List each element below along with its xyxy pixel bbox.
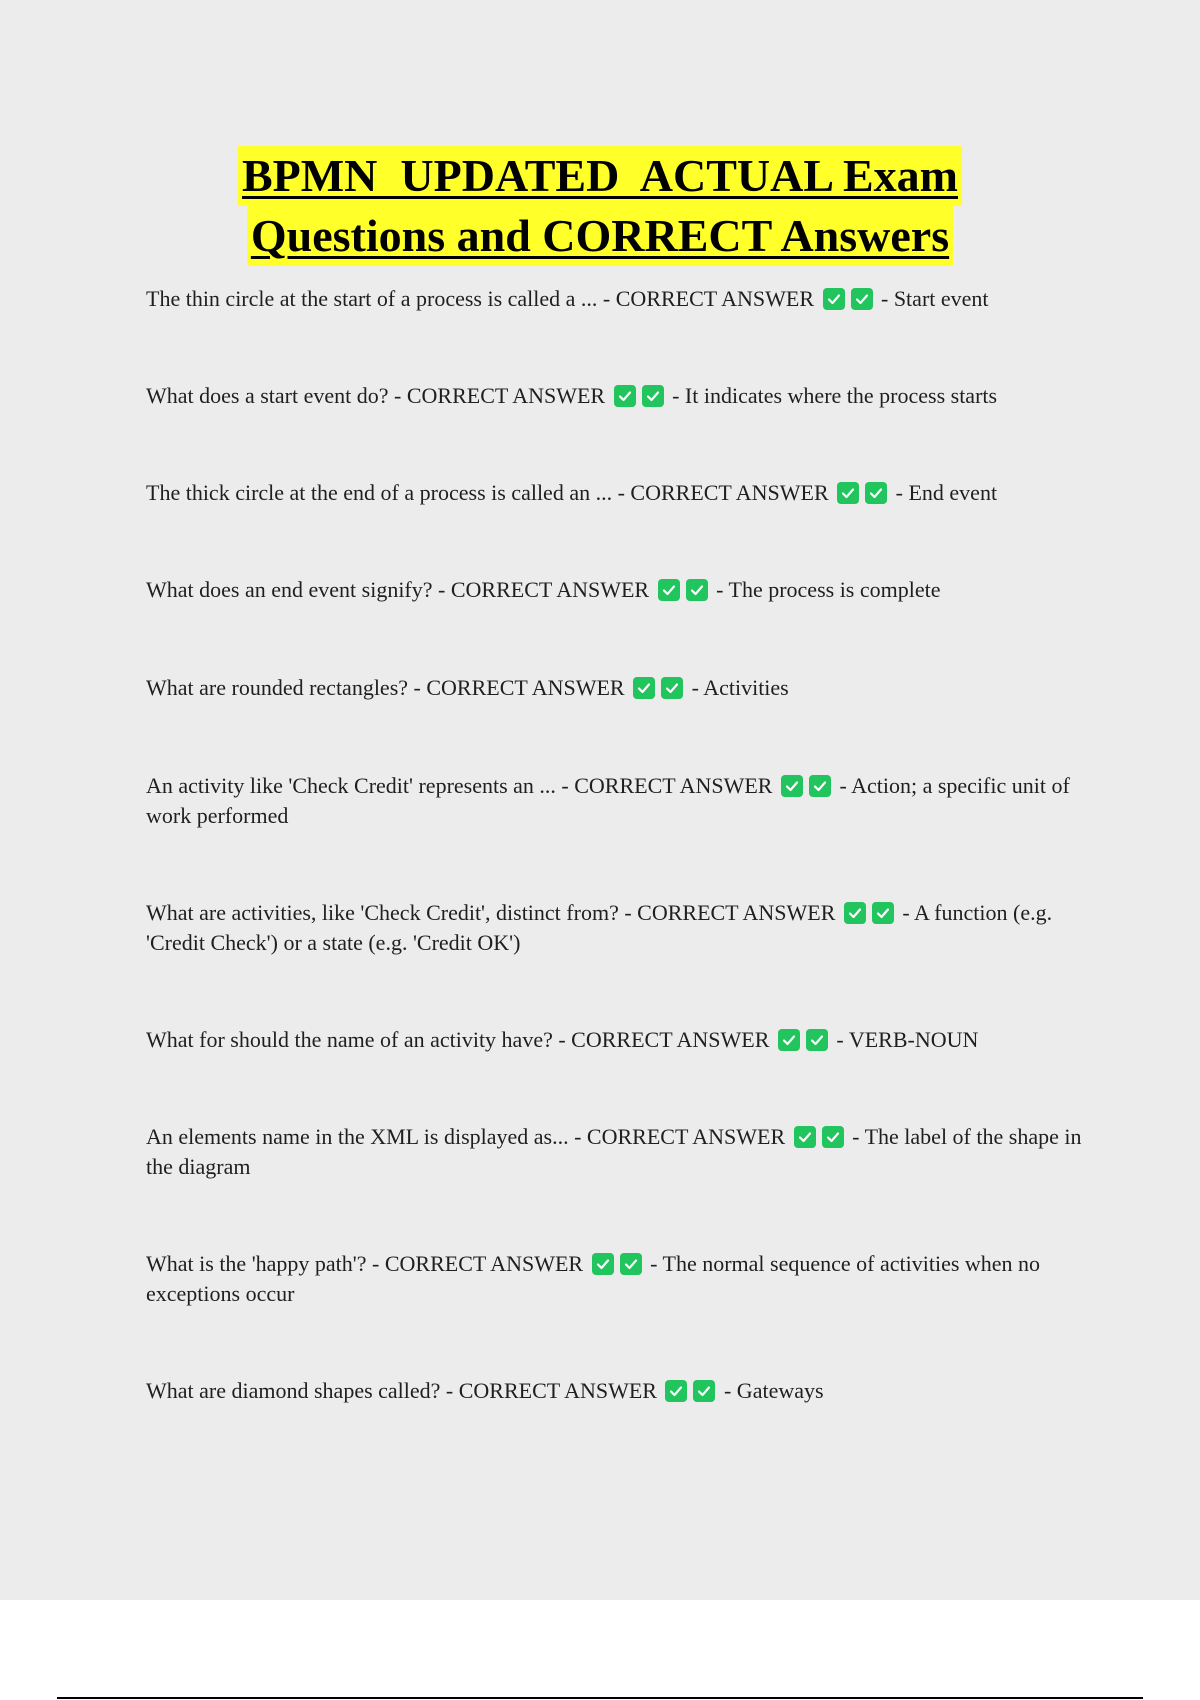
check-mark-icon: [809, 775, 831, 797]
question-text: What does an end event signify? - CORRECT ANSWER: [146, 577, 650, 602]
qa-item: [146, 673, 1096, 703]
qa-item: [146, 1376, 1096, 1406]
answer-text: - VERB-NOUN: [830, 1027, 979, 1052]
question-text: The thin circle at the start of a process is called a ... - CORRECT ANSWER: [146, 286, 814, 311]
answer-text: - The process is complete: [710, 577, 941, 602]
title-line-1: BPMN UPDATED ACTUAL Exam: [238, 146, 962, 206]
question-text: What are diamond shapes called? - CORRECT ANSWER: [146, 1378, 657, 1403]
question-text: An elements name in the XML is displayed as... - CORRECT ANSWER: [146, 1124, 786, 1149]
question-text: What is the 'happy path'? - CORRECT ANSWER: [146, 1251, 584, 1276]
check-mark-icon: [686, 579, 708, 601]
qa-item: [146, 575, 1096, 605]
answer-text: - A function (e.g. 'Credit Check') or a state (e.g. 'Credit OK'): [146, 900, 1053, 955]
answer-text: - The normal sequence of activities when no exceptions occur: [146, 1251, 1041, 1306]
answer-text: - Start event: [875, 286, 989, 311]
check-mark-icon: [642, 385, 664, 407]
check-mark-icon: [872, 902, 894, 924]
question-text: The thick circle at the end of a process is called an ... - CORRECT ANSWER: [146, 480, 829, 505]
answer-text: - Action; a specific unit of work performed: [146, 773, 1070, 828]
answer-text: - End event: [890, 480, 998, 505]
check-mark-icon: [778, 1029, 800, 1051]
question-text: What are rounded rectangles? - CORRECT ANSWER: [146, 675, 625, 700]
question-text: What does a start event do? - CORRECT ANSWER: [146, 383, 606, 408]
footer-divider: [57, 1697, 1143, 1699]
check-mark-icon: [665, 1380, 687, 1402]
answer-text: - Activities: [686, 675, 789, 700]
check-mark-icon: [865, 482, 887, 504]
qa-item: [146, 1249, 1096, 1309]
qa-item: [146, 1025, 1096, 1055]
qa-item: [146, 1122, 1096, 1182]
check-mark-icon: [658, 579, 680, 601]
check-mark-icon: [837, 482, 859, 504]
check-mark-icon: [806, 1029, 828, 1051]
check-mark-icon: [592, 1253, 614, 1275]
check-mark-icon: [633, 677, 655, 699]
check-mark-icon: [661, 677, 683, 699]
answer-text: - The label of the shape in the diagram: [146, 1124, 1082, 1179]
title-line-2: Questions and CORRECT Answers: [247, 206, 953, 266]
question-text: What for should the name of an activity have? - CORRECT ANSWER: [146, 1027, 770, 1052]
check-mark-icon: [794, 1126, 816, 1148]
answer-text: - It indicates where the process starts: [666, 383, 998, 408]
qa-item: [146, 284, 1096, 314]
check-mark-icon: [614, 385, 636, 407]
question-text: What are activities, like 'Check Credit', distinct from? - CORRECT ANSWER: [146, 900, 836, 925]
qa-item: [146, 381, 1096, 411]
answer-text: - Gateways: [718, 1378, 824, 1403]
page-title: [0, 146, 1200, 266]
check-mark-icon: [693, 1380, 715, 1402]
question-text: An activity like 'Check Credit' represents an ... - CORRECT ANSWER: [146, 773, 773, 798]
qa-item: [146, 771, 1096, 831]
check-mark-icon: [844, 902, 866, 924]
check-mark-icon: [851, 288, 873, 310]
qa-item: [146, 478, 1096, 508]
check-mark-icon: [822, 1126, 844, 1148]
check-mark-icon: [823, 288, 845, 310]
check-mark-icon: [781, 775, 803, 797]
check-mark-icon: [620, 1253, 642, 1275]
qa-item: [146, 898, 1096, 958]
